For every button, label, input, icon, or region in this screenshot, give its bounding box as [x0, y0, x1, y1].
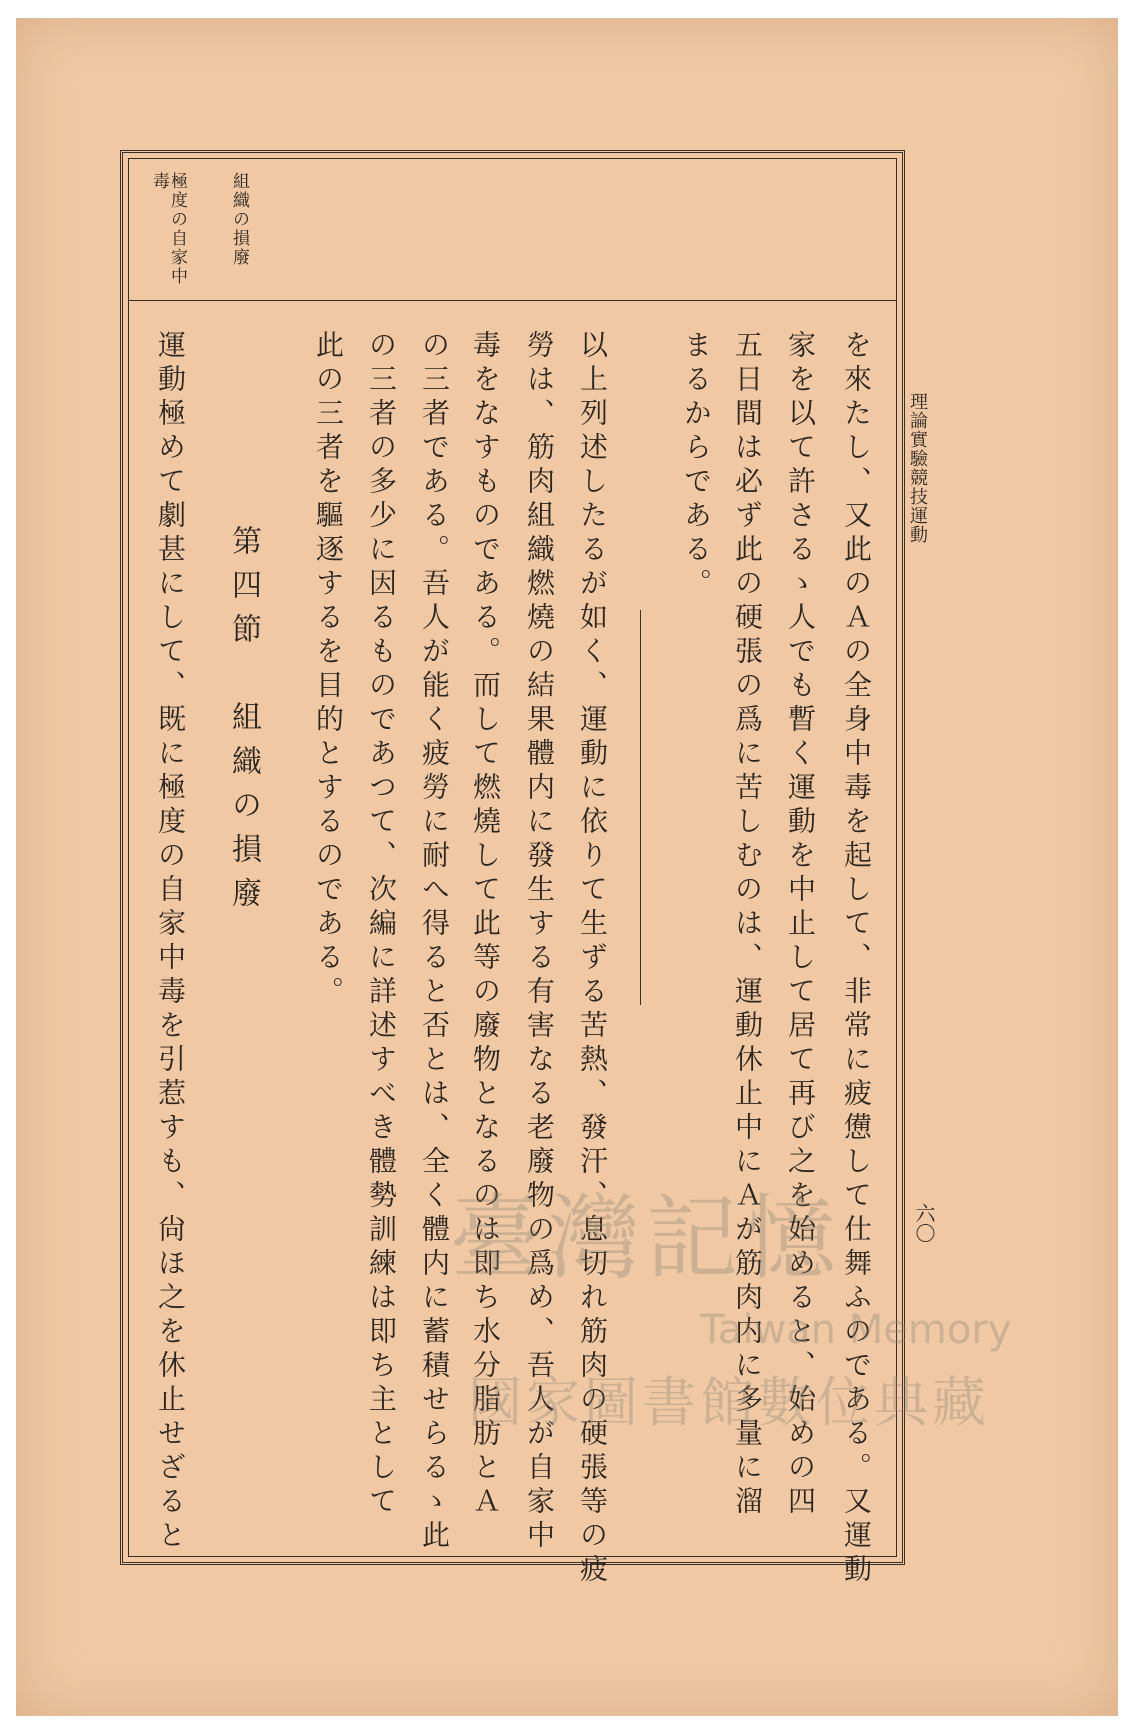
running-head: 理論實驗競技運動 — [907, 392, 928, 544]
body-column-3: 五日間は必ず此の硬張の爲に苦しむのは、運動休止中にＡが筋肉内に多量に溜 — [731, 330, 764, 1520]
watermark-english: Taiwan Memory — [700, 1307, 1012, 1353]
paragraph-divider — [640, 610, 641, 1005]
body-column-6: 勞は、筋肉組織燃燒の結果體内に發生する有害なる老廢物の爲め、吾人が自家中 — [523, 330, 556, 1554]
watermark-chinese: 國家圖書館數位典藏 — [468, 1371, 990, 1434]
page-number: 六〇 — [912, 1203, 936, 1243]
body-column-7: 毒をなすものである。而して燃燒して此等の廢物となるのは即ち水分脂肪とＡ — [469, 330, 502, 1520]
body-column-10: 此の三者を驅逐するを目的とするのである。 — [312, 330, 345, 1010]
margin-note-tissue-damage: 組織の損廢 — [229, 172, 249, 267]
margin-note-autointoxication-cont: 毒 — [149, 172, 169, 191]
section-heading: 第四節 組織の損廢 — [226, 525, 261, 921]
body-column-5: 以上列述したるが如く、運動に依りて生ずる苦熱、發汗、息切れ筋肉の硬張等の疲 — [576, 330, 609, 1588]
body-column-8: の三者である。吾人が能く疲勞に耐へ得ると否とは、全く體内に蓄積せらるゝ此 — [418, 330, 451, 1554]
header-rule — [128, 300, 897, 301]
body-column-2: 家を以て許さるゝ人でも暫く運動を中止して居て再び之を始めると、始めの四 — [784, 330, 817, 1520]
margin-note-autointoxication: 極度の自家中 — [167, 172, 187, 286]
body-column-4: まるからである。 — [680, 330, 713, 602]
body-column-9: の三者の多少に因るものであつて、次編に詳述すべき體勢訓練は即ち主として — [365, 330, 398, 1520]
body-column-11: 運動極めて劇甚にして、既に極度の自家中毒を引惹すも、尙ほ之を休止せざると — [154, 330, 187, 1554]
body-column-1: を來たし、又此のＡの全身中毒を起して、非常に疲憊して仕舞ふのである。又運動 — [840, 330, 873, 1588]
watermark-script-text: 臺灣記憶 — [450, 1185, 843, 1292]
